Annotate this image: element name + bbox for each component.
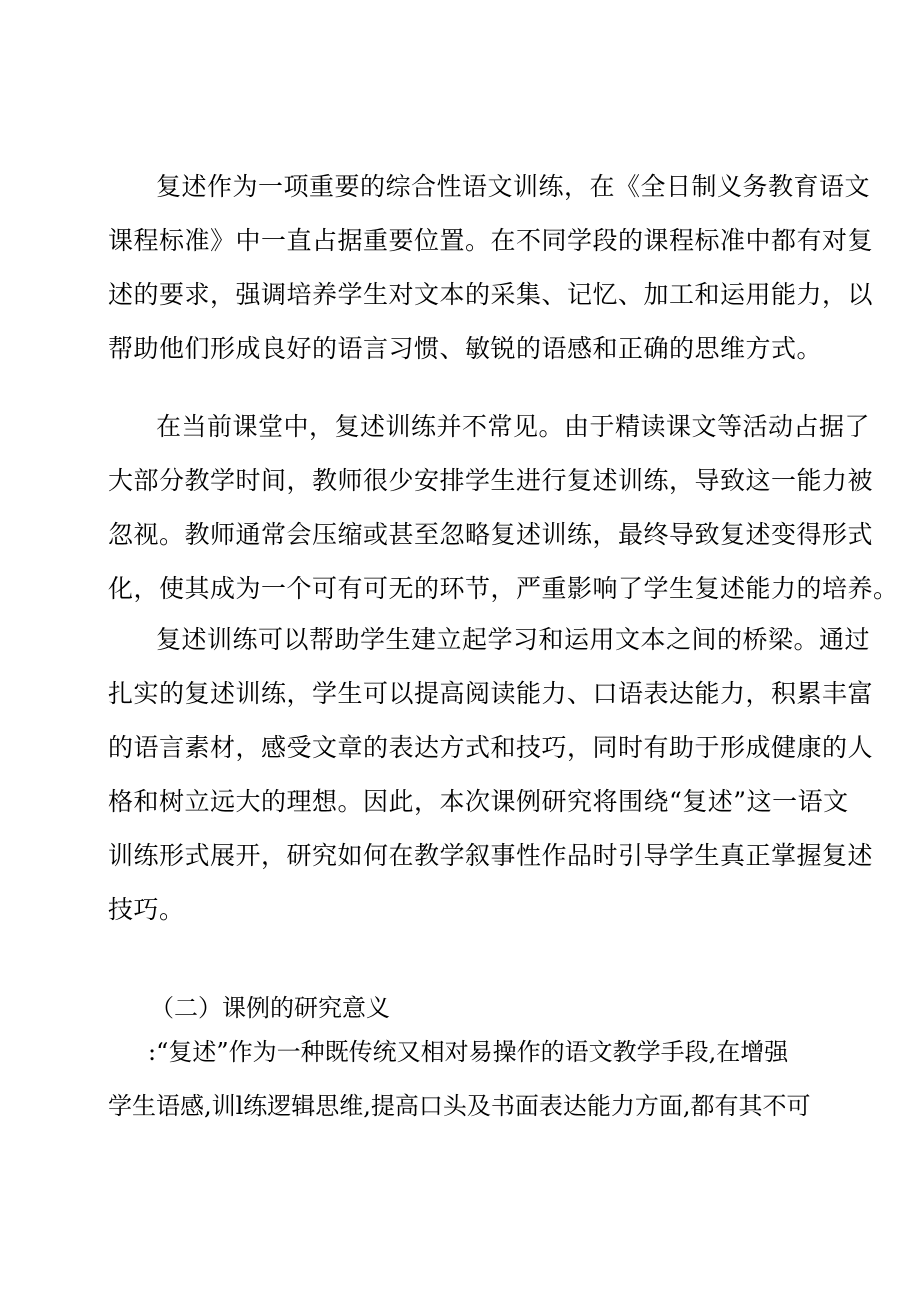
- paragraph-line: 的语言素材，感受文章的表达方式和技巧，同时有助于形成健康的人: [108, 733, 874, 762]
- paragraph-line: 学生语感,训l练逻辑思维,提高口头及书面表达能力方面,都有其不可: [108, 1092, 811, 1120]
- paragraph-3: [108, 613, 874, 937]
- paragraph-line: 忽视。教师通常会压缩或甚至忽略复述训练，最终导致复述变得形式: [108, 520, 874, 549]
- paragraph-1: [108, 160, 874, 376]
- paragraph-line: 训练形式展开，研究如何在教学叙事性作品时引导学生真正掌握复述: [108, 841, 874, 870]
- paragraph-line: 大部分教学时间，教师很少安排学生进行复述训练，导致这一能力被: [108, 466, 874, 495]
- paragraph-line: 述的要求，强调培养学生对文本的采集、记忆、加工和运用能力，以: [108, 280, 874, 309]
- paragraph-line: :“复述”作为一种既传统又相对易操作的语文教学手段,在增强: [148, 1038, 789, 1066]
- paragraph-line: 格和树立远大的理想。因此，本次课例研究将围绕“复述”这一语文: [108, 787, 849, 816]
- paragraph-line: 复述作为一项重要的综合性语文训练，在《全日制义务教育语文: [156, 172, 871, 201]
- paragraph-line: 课程标准》中一直占据重要位置。在不同学段的课程标准中都有对复: [108, 226, 874, 255]
- paragraph-2: [108, 400, 899, 616]
- section-heading: （二）课例的研究意义: [150, 994, 390, 1022]
- paragraph-line: 扎实的复述训练，学生可以提高阅读能力、口语表达能力，积累丰富: [108, 679, 874, 708]
- paragraph-line: 帮助他们形成良好的语言习惯、敏锐的语感和正确的思维方式。: [108, 334, 823, 363]
- paragraph-line: 复述训练可以帮助学生建立起学习和运用文本之间的桥梁。通过: [156, 625, 871, 654]
- paragraph-4: [108, 1025, 811, 1133]
- paragraph-line: 化，使其成为一个可有可无的环节，严重影响了学生复述能力的培养。: [108, 574, 899, 603]
- paragraph-line: 在当前课堂中，复述训练并不常见。由于精读课文等活动占据了: [156, 412, 871, 441]
- paragraph-line: 技巧。: [108, 895, 185, 924]
